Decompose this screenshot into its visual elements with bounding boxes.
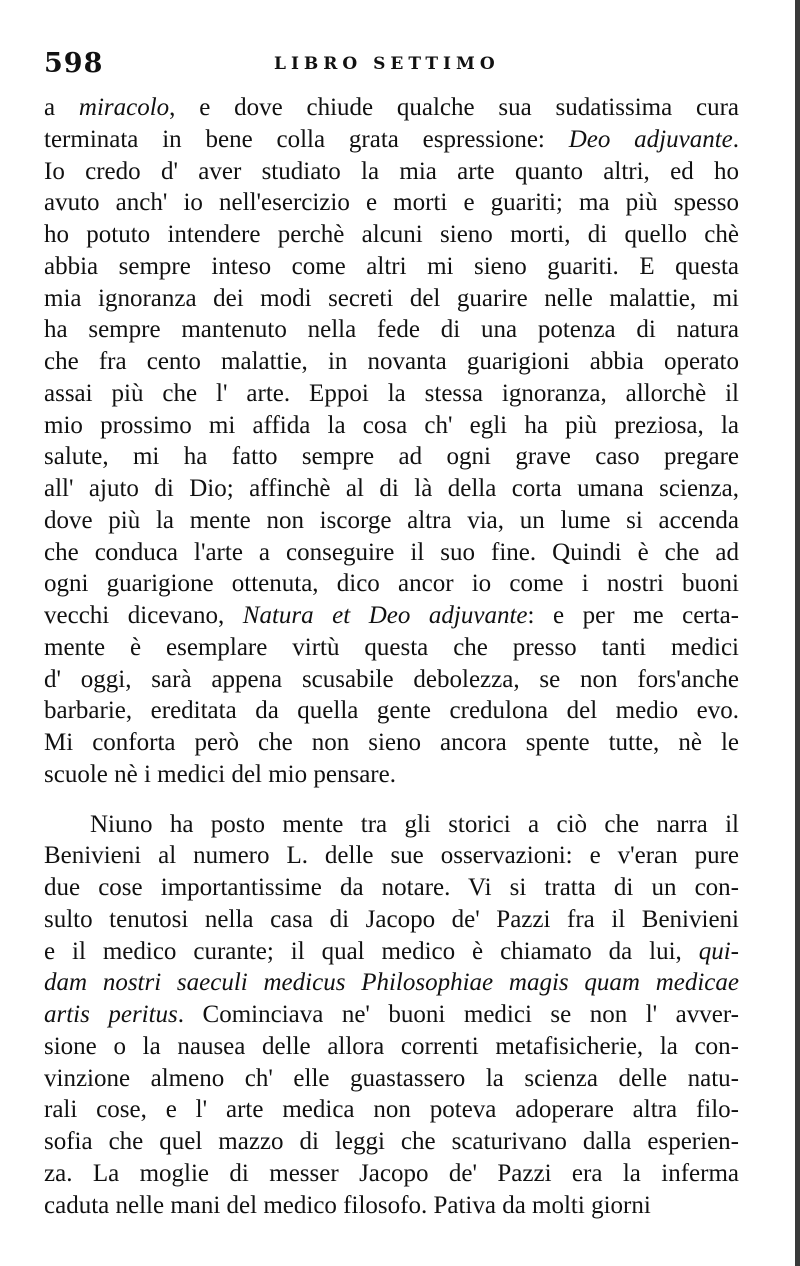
paragraph <box>44 92 739 791</box>
text-segment: che conduca l'arte a conseguire il suo fine. Quindi è che ad <box>44 538 739 566</box>
text-line <box>44 378 739 410</box>
text-segment: ho potuto intendere perchè alcuni sieno morti, di quello chè <box>44 221 739 248</box>
text-line <box>44 664 739 696</box>
text-segment: ogni guarigione ottenuta, dico ancor io come i nostri buoni <box>44 570 739 598</box>
text-segment: . <box>732 125 740 153</box>
text-line <box>44 632 739 664</box>
text-line <box>44 505 739 537</box>
text-segment: avuto anch' io nell'esercizio e morti e guariti; ma più spesso <box>44 189 739 217</box>
text-line <box>44 1190 739 1222</box>
text-line <box>44 410 739 442</box>
text-segment: rali cose, e l' arte medica non poteva adoperare altra filo- <box>44 1096 739 1124</box>
text-segment: mia ignoranza dei modi secreti del guarire nelle malattie, mi <box>44 284 739 312</box>
italic-text: Natura et Deo adjuvante <box>242 602 528 629</box>
text-line <box>44 1126 739 1158</box>
text-line <box>44 600 739 632</box>
text-line <box>44 1094 739 1126</box>
italic-text: Deo adjuvante <box>568 125 733 153</box>
text-line <box>44 1158 739 1190</box>
italic-text: qui- <box>698 937 739 965</box>
text-segment: barbarie, ereditata da quella gente credulona del medio evo. <box>44 697 739 725</box>
text-line <box>44 967 739 999</box>
text-line <box>44 695 739 727</box>
text-line <box>44 156 739 188</box>
text-segment: assai più che l' arte. Eppoi la stessa ignoranza, allorchè il <box>44 379 739 407</box>
text-line <box>44 441 739 473</box>
text-line <box>44 840 739 872</box>
text-segment: mente è esemplare virtù questa che presso tanti medici <box>44 633 739 661</box>
text-segment: mio prossimo mi affida la cosa ch' egli ha più preziosa, la <box>44 411 739 439</box>
paragraph-gap <box>44 791 739 809</box>
text-line <box>44 936 739 968</box>
text-line <box>44 1063 739 1095</box>
paragraph <box>44 809 739 1222</box>
text-line <box>44 904 739 936</box>
text-segment: . Cominciava ne' buoni medici se non l' avver- <box>177 1001 739 1028</box>
italic-text: dam nostri saeculi medicus Philosophiae magis quam medicae <box>44 969 739 997</box>
text-segment: caduta nelle mani del medico filosofo. Pativa da molti giorni <box>44 1191 651 1219</box>
text-segment: scuole nè i medici del mio pensare. <box>44 760 396 788</box>
page-header <box>44 48 744 78</box>
text-segment: vinzione almeno ch' elle guastassero la scienza delle natu- <box>44 1064 739 1092</box>
text-line <box>44 92 739 124</box>
body-text <box>44 92 739 1221</box>
text-segment: vecchi dicevano, <box>44 602 243 629</box>
text-line <box>44 251 739 283</box>
text-segment: abbia sempre inteso come altri mi sieno guariti. E questa <box>44 252 739 280</box>
text-line <box>44 314 739 346</box>
text-segment: due cose importantissime da notare. Vi si tratta di un con- <box>44 874 739 901</box>
text-line <box>44 473 739 505</box>
text-line <box>44 759 739 791</box>
running-title: LIBRO SETTIMO <box>274 54 500 74</box>
text-line <box>44 872 739 904</box>
text-line <box>44 809 739 841</box>
text-segment: e il medico curante; il qual medico è chiamato da lui, <box>44 937 699 965</box>
italic-text: miracolo <box>78 94 170 121</box>
italic-text: artis peritus <box>44 1001 178 1028</box>
text-segment: Benivieni al numero L. delle sue osservazioni: e v'eran pure <box>44 842 739 870</box>
text-segment: , e dove chiude qualche sua sudatissima cura <box>169 94 739 121</box>
text-segment: Mi conforta però che non sieno ancora spente tutte, nè le <box>44 729 739 756</box>
text-segment: : e per me certa- <box>527 602 740 629</box>
text-segment: che fra cento malattie, in novanta guarigioni abbia operato <box>44 348 739 375</box>
text-segment: ha sempre mantenuto nella fede di una potenza di natura <box>44 316 739 344</box>
page-number: 598 <box>44 48 104 79</box>
text-segment: all' ajuto di Dio; affinchè al di là della corta umana scienza, <box>44 475 739 502</box>
text-segment: Io credo d' aver studiato la mia arte quanto altri, ed ho <box>44 157 739 185</box>
text-line <box>44 346 739 378</box>
text-segment: sulto tenutosi nella casa di Jacopo de' Pazzi fra il Benivieni <box>44 905 739 933</box>
text-line <box>44 999 739 1031</box>
text-segment: d' oggi, sarà appena scusabile debolezza, se non fors'anche <box>44 665 739 693</box>
page-edge-shadow <box>795 0 800 1266</box>
text-line <box>44 568 739 600</box>
text-segment: za. La moglie di messer Jacopo de' Pazzi era la inferma <box>44 1159 739 1187</box>
text-line <box>44 124 739 156</box>
text-segment: sione o la nausea delle allora correnti metafisicherie, la con- <box>44 1032 739 1060</box>
text-line <box>44 727 739 759</box>
text-line <box>44 283 739 315</box>
text-line <box>44 537 739 569</box>
text-segment: terminata in bene colla grata espressione: <box>44 125 569 153</box>
text-segment: a <box>44 94 79 121</box>
text-segment: dove più la mente non iscorge altra via, un lume si accenda <box>44 506 739 534</box>
text-line <box>44 219 739 251</box>
text-segment: sofia che quel mazzo di leggi che scaturivano dalla esperien- <box>44 1128 739 1155</box>
text-segment: Niuno ha posto mente tra gli storici a ciò che narra il <box>90 810 739 838</box>
text-segment: salute, mi ha fatto sempre ad ogni grave caso pregare <box>44 443 739 471</box>
text-line <box>44 1031 739 1063</box>
text-line <box>44 187 739 219</box>
